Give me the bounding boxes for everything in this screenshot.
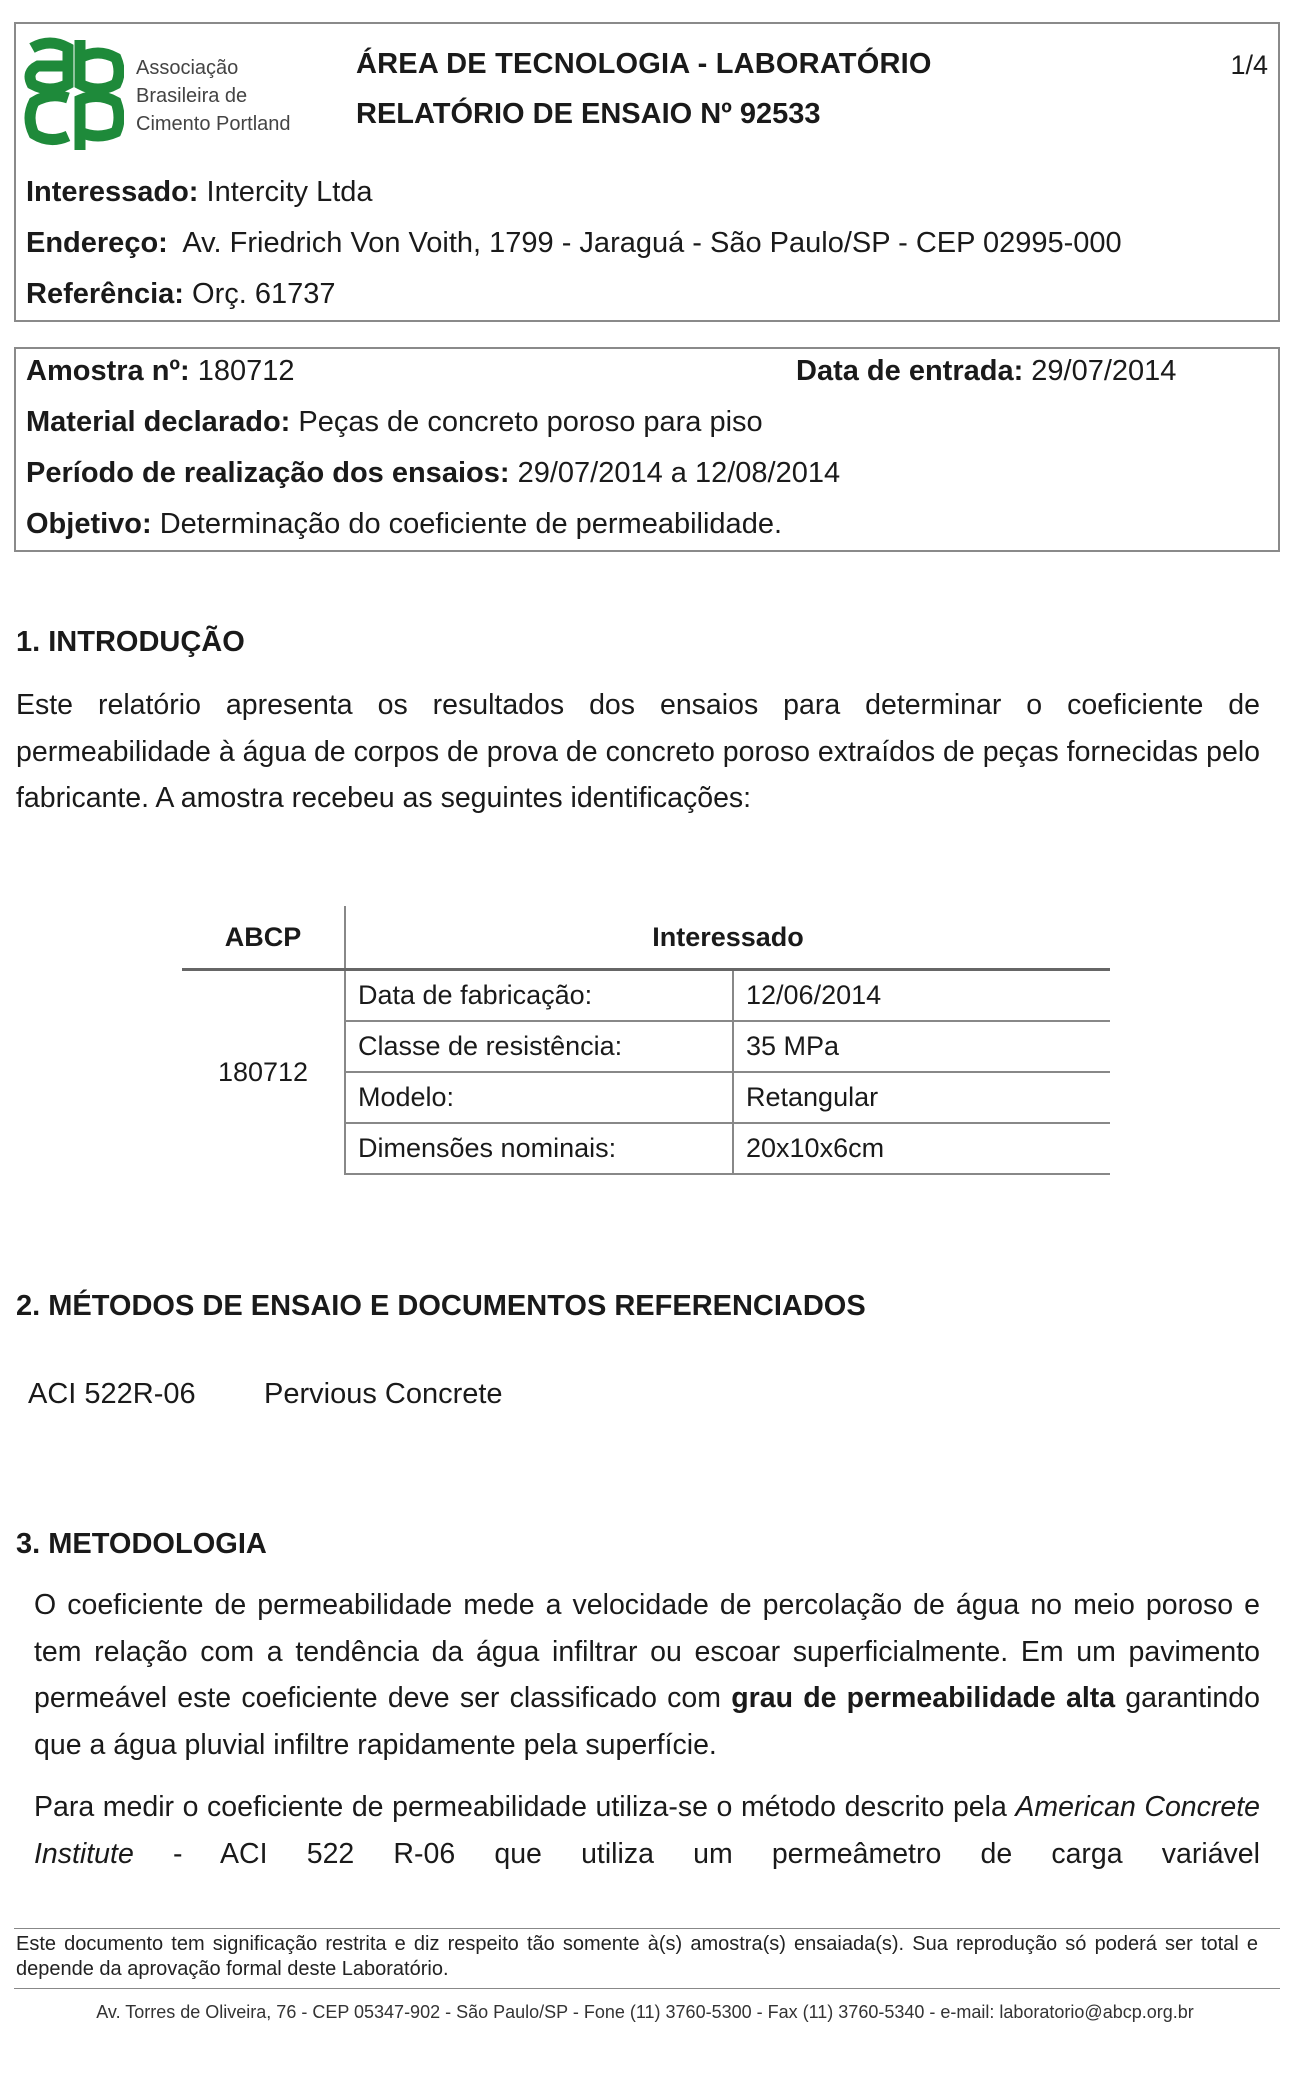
section-introducao-title: 1. INTRODUÇÃO — [16, 626, 245, 658]
referencia-label: Referência: — [26, 278, 184, 310]
section-metodos-title: 2. MÉTODOS DE ENSAIO E DOCUMENTOS REFERENCIADOS — [16, 1290, 866, 1322]
table-header-row — [182, 906, 1110, 970]
objetivo-label: Objetivo: — [26, 508, 152, 540]
assoc-line-1: Associação — [136, 57, 239, 79]
p1-bold-text: grau de permeabilidade alta — [731, 1682, 1116, 1714]
association-name — [136, 54, 291, 138]
page-number: 1/4 — [1230, 50, 1268, 80]
endereco-value: Av. Friedrich Von Voith, 1799 - Jaraguá - São Paulo/SP - CEP 02995-000 — [182, 227, 1122, 259]
report-number: RELATÓRIO DE ENSAIO Nº 92533 — [356, 98, 821, 130]
metodologia-paragraph-2 — [34, 1784, 1260, 1877]
p1-text-a: O coeficiente de permeabilidade mede a velocidade de percolação de água no meio poroso e tem relação com a tendência da água infiltrar ou escoar superficialmente. Em um pavimento permeável este coeficiente deve ser classificado com — [34, 1589, 1260, 1714]
abcp-sample-number: 180712 — [217, 1057, 309, 1087]
amostra-value: 180712 — [197, 355, 295, 387]
section-metodologia-title: 3. METODOLOGIA — [16, 1528, 267, 1560]
interessado-label: Interessado: — [26, 176, 199, 208]
row-label: Data de fabricação: — [345, 970, 733, 1022]
endereco-line — [26, 227, 1122, 260]
amostra-label: Amostra nº: — [26, 355, 190, 387]
row-label: Modelo: — [345, 1072, 733, 1123]
reference-title: Pervious Concrete — [264, 1378, 503, 1410]
p2-text-a: Para medir o coeficiente de permeabilidade utiliza-se o método descrito pela — [34, 1791, 1016, 1823]
footer-disclaimer: Este documento tem significação restrita e diz respeito tão somente à(s) amostra(s) ensaiada(s). Sua reprodução só poderá ser total e depende da aprovação formal deste Laboratório. — [16, 1933, 1258, 1980]
row-value: Retangular — [733, 1072, 1110, 1123]
objetivo-line — [26, 508, 782, 541]
footer-address: Av. Torres de Oliveira, 76 - CEP 05347-902 - São Paulo/SP - Fone (11) 3760-5300 - Fax (11) 3760-5340 - e-mail: laboratorio@abcp.org.br — [96, 2002, 1194, 2022]
interessado-value: Intercity Ltda — [206, 176, 373, 208]
table-row — [182, 970, 1110, 1022]
material-line — [26, 406, 763, 439]
periodo-label: Período de realização dos ensaios: — [26, 457, 510, 489]
material-value: Peças de concreto poroso para piso — [298, 406, 763, 438]
footer-rule-bottom — [14, 1988, 1280, 1989]
endereco-label: Endereço: — [26, 227, 168, 259]
area-title: ÁREA DE TECNOLOGIA - LABORATÓRIO — [356, 48, 932, 80]
data-entrada-label: Data de entrada: — [796, 355, 1024, 387]
metodologia-paragraph-1 — [34, 1582, 1260, 1768]
referencia-line — [26, 278, 336, 311]
p2-italic-text: American Concrete Institute — [34, 1791, 1261, 1870]
row-value: 12/06/2014 — [733, 970, 1110, 1022]
assoc-line-3: Cimento Portland — [136, 113, 291, 135]
row-value: 35 MPa — [733, 1021, 1110, 1072]
row-value: 20x10x6cm — [733, 1123, 1110, 1174]
col-header-interessado: Interessado — [345, 906, 1110, 970]
p1-text-b: garantindo que a água pluvial infiltre rapidamente pela superfície. — [34, 1682, 1260, 1761]
assoc-line-2: Brasileira de — [136, 85, 248, 107]
data-entrada-value: 29/07/2014 — [1031, 355, 1177, 387]
material-label: Material declarado: — [26, 406, 291, 438]
amostra-line — [26, 355, 295, 388]
interessado-line — [26, 176, 373, 209]
footer-rule-top — [14, 1928, 1280, 1929]
introducao-paragraph: Este relatório apresenta os resultados dos ensaios para determinar o coeficiente de permeabilidade à água de corpos de prova de concreto poroso extraídos de peças fornecidas pelo fabricante. A amostra recebeu as seguintes identificações: — [16, 689, 1260, 814]
col-header-abcp: ABCP — [182, 906, 345, 970]
periodo-value: 29/07/2014 a 12/08/2014 — [517, 457, 841, 489]
sample-identification-table — [182, 906, 1110, 1175]
abcp-logo — [24, 36, 124, 154]
row-label: Classe de resistência: — [345, 1021, 733, 1072]
periodo-line — [26, 457, 840, 490]
row-label: Dimensões nominais: — [345, 1123, 733, 1174]
objetivo-value: Determinação do coeficiente de permeabilidade. — [159, 508, 783, 540]
p2-text-b: - ACI 522 R-06 que utiliza um permeâmetro de carga variável — [133, 1837, 1260, 1870]
data-entrada-line — [796, 355, 1176, 388]
reference-code: ACI 522R-06 — [28, 1378, 196, 1410]
referencia-value: Orç. 61737 — [192, 278, 336, 310]
